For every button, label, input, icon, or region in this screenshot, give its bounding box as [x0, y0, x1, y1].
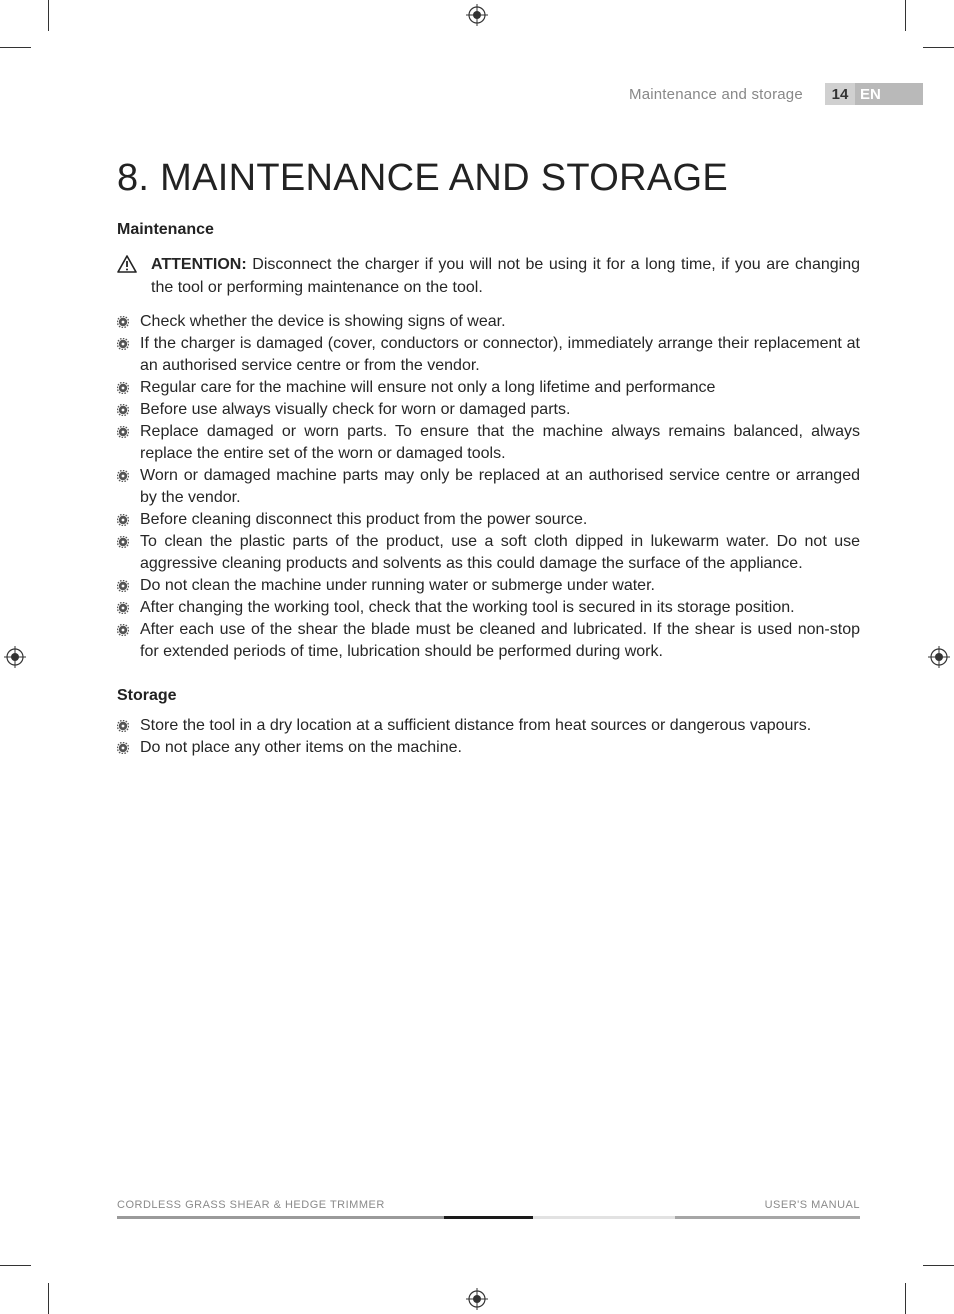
registration-mark-icon [466, 4, 488, 26]
gear-bullet-icon [117, 580, 129, 592]
crop-mark [0, 47, 31, 48]
list-item: Before use always visually check for worn or damaged parts. [117, 399, 860, 421]
gear-bullet-icon [117, 514, 129, 526]
footer-product-name: CORDLESS GRASS SHEAR & HEDGE TRIMMER [117, 1199, 385, 1211]
attention-text: Disconnect the charger if you will not be using it for a long time, if you are changing the tool or performing maintenance on the tool. [151, 256, 860, 296]
page-title: 8. MAINTENANCE AND STORAGE [117, 157, 728, 199]
crop-mark [48, 0, 49, 31]
crop-mark [48, 1283, 49, 1314]
gear-bullet-icon [117, 624, 129, 636]
list-item: Check whether the device is showing signs of wear. [117, 311, 860, 333]
list-item: To clean the plastic parts of the product, use a soft cloth dipped in lukewarm water. Do not use aggressive cleaning products and solvents as this could damage the surface of the appliance. [117, 531, 860, 575]
page-badge [825, 83, 923, 105]
attention-label: ATTENTION: [151, 256, 247, 273]
list-item: After each use of the shear the blade must be cleaned and lubricated. If the shear is used non-stop for extended periods of time, lubrication should be performed during work. [117, 619, 860, 663]
list-item: Before cleaning disconnect this product from the power source. [117, 509, 860, 531]
registration-mark-icon [4, 646, 26, 668]
gear-bullet-icon [117, 720, 129, 732]
list-item: Worn or damaged machine parts may only be replaced at an authorised service centre or arranged by the vendor. [117, 465, 860, 509]
footer-bar-segment [117, 1216, 444, 1219]
crop-mark [923, 1265, 954, 1266]
attention-notice [117, 253, 860, 299]
gear-bullet-icon [117, 404, 129, 416]
storage-heading: Storage [117, 687, 177, 704]
maintenance-heading: Maintenance [117, 221, 214, 238]
gear-bullet-icon [117, 338, 129, 350]
crop-mark [905, 0, 906, 31]
list-item: Do not clean the machine under running water or submerge under water. [117, 575, 860, 597]
page-language: EN [860, 85, 881, 103]
crop-mark [923, 47, 954, 48]
list-item: If the charger is damaged (cover, conductors or connector), immediately arrange their replacement at an authorised service centre or from the vendor. [117, 333, 860, 377]
list-item: After changing the working tool, check that the working tool is secured in its storage position. [117, 597, 860, 619]
gear-bullet-icon [117, 536, 129, 548]
gear-bullet-icon [117, 742, 129, 754]
gear-bullet-icon [117, 470, 129, 482]
footer-bar-segment [444, 1216, 533, 1219]
registration-mark-icon [928, 646, 950, 668]
list-item: Do not place any other items on the machine. [117, 737, 860, 759]
maintenance-list [117, 311, 860, 663]
list-item: Store the tool in a dry location at a sufficient distance from heat sources or dangerous vapours. [117, 715, 860, 737]
gear-bullet-icon [117, 316, 129, 328]
page-content [117, 155, 860, 759]
storage-list [117, 715, 860, 759]
crop-mark [0, 1265, 31, 1266]
footer-manual-label: USER'S MANUAL [764, 1199, 860, 1211]
footer-bar-segment [675, 1216, 860, 1219]
footer-bar-segment [533, 1216, 675, 1219]
list-item: Replace damaged or worn parts. To ensure that the machine always remains balanced, always replace the entire set of the worn or damaged tools. [117, 421, 860, 465]
gear-bullet-icon [117, 426, 129, 438]
running-header-section: Maintenance and storage [629, 86, 803, 103]
crop-mark [905, 1283, 906, 1314]
gear-bullet-icon [117, 382, 129, 394]
page-number: 14 [825, 83, 855, 105]
gear-bullet-icon [117, 602, 129, 614]
warning-triangle-icon [117, 255, 137, 273]
registration-mark-icon [466, 1288, 488, 1310]
list-item: Regular care for the machine will ensure not only a long lifetime and performance [117, 377, 860, 399]
